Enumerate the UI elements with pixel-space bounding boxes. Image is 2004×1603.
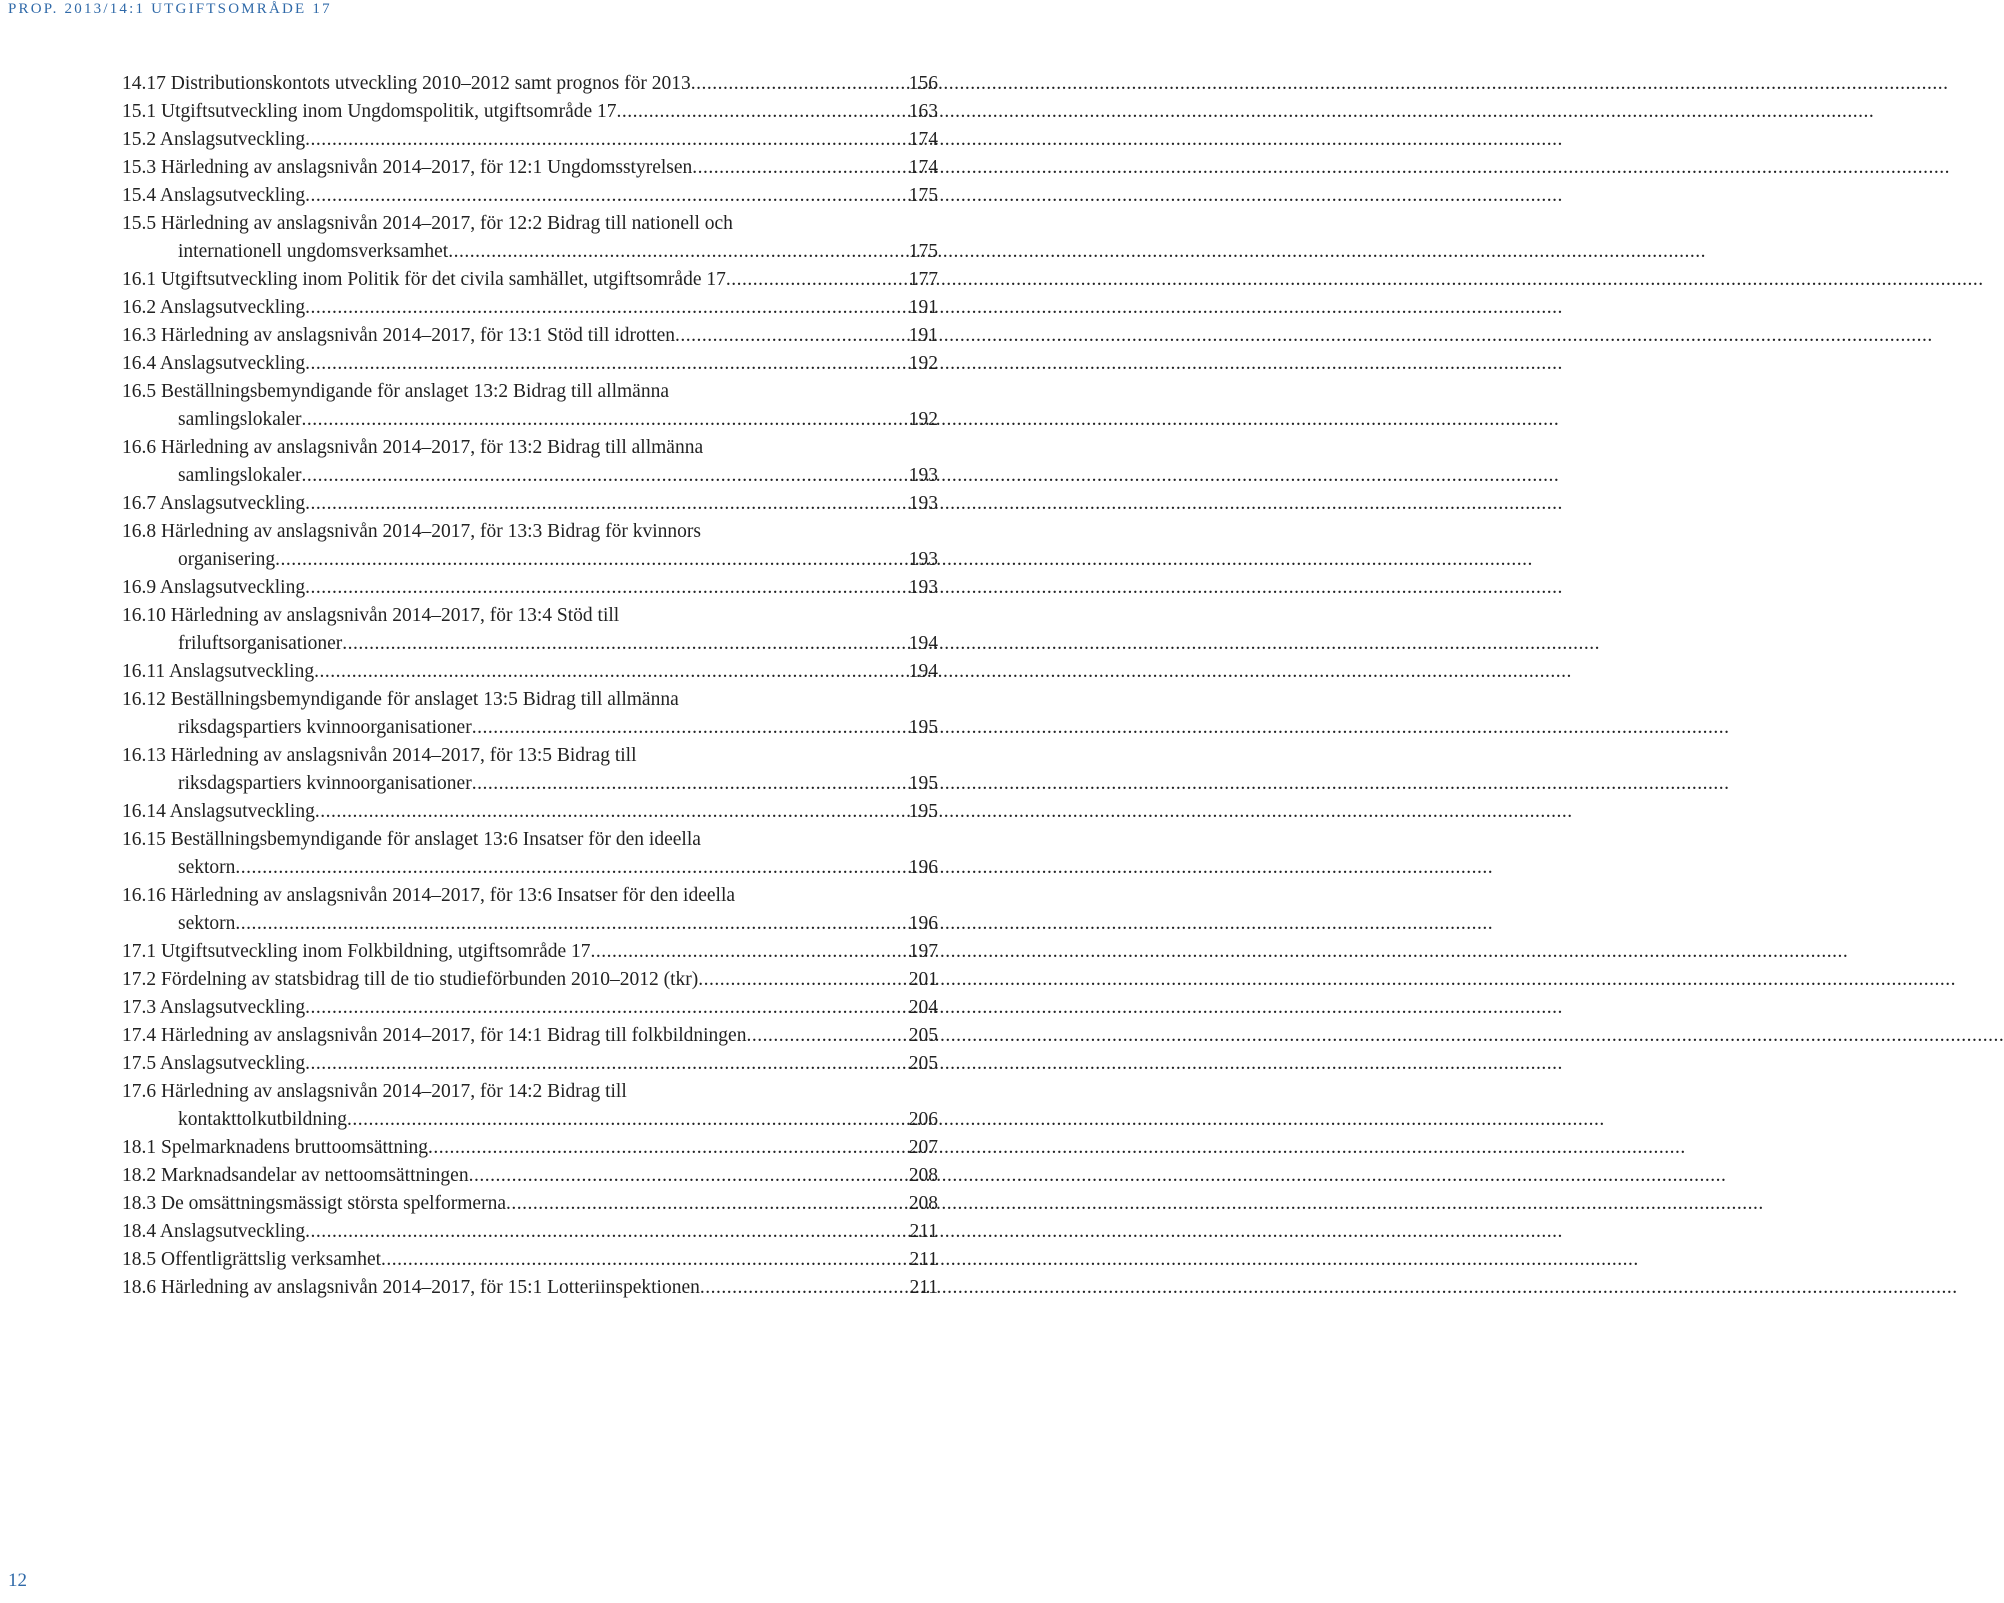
toc-entry: [122, 1246, 938, 1274]
toc-entry-text: 15.2 Anslagsutveckling: [122, 129, 306, 150]
toc-entry-text: 17.1 Utgiftsutveckling inom Folkbildning, utgiftsområde 17: [122, 941, 591, 962]
toc-entry-text: 17.5 Anslagsutveckling: [122, 1053, 306, 1074]
toc-entry: [122, 1190, 938, 1218]
toc-entry-text: 15.4 Anslagsutveckling: [122, 185, 306, 206]
toc-entry-text: riksdagspartiers kvinnoorganisationer: [178, 717, 472, 738]
toc-entry-page: 195: [908, 801, 938, 822]
dot-leader: [746, 1022, 906, 1050]
toc-entry-line: [122, 294, 938, 322]
toc-entry-page: 175: [908, 185, 938, 206]
dot-leader: [235, 910, 906, 938]
dot-leader: [315, 798, 907, 826]
toc-entry-line: [122, 1246, 938, 1274]
toc-entry-line: [122, 154, 938, 182]
toc-entry: [122, 182, 938, 210]
dot-leader: [305, 1050, 907, 1078]
toc-entry-line: [122, 602, 938, 630]
toc-entry: [122, 518, 938, 574]
toc-entry-line: [122, 686, 938, 714]
toc-entry-continuation: [122, 910, 938, 938]
toc-entry: [122, 378, 938, 434]
toc-entry-line: [122, 742, 938, 770]
toc-entry: [122, 742, 938, 798]
toc-entry-page: 211: [909, 1277, 938, 1298]
toc-entry-line: [122, 658, 938, 686]
toc-entry-page: 194: [908, 633, 938, 654]
toc-entry-line: [122, 882, 938, 910]
toc-entry-page: 195: [908, 717, 938, 738]
dot-leader: [472, 770, 907, 798]
dot-leader: [675, 322, 907, 350]
toc-entry: [122, 350, 938, 378]
toc-entry: [122, 98, 938, 126]
toc-entry-page: 196: [908, 857, 938, 878]
toc-entry-text: 17.2 Fördelning av statsbidrag till de tio studieförbunden 2010–2012 (tkr): [122, 969, 699, 990]
dot-leader: [381, 1246, 907, 1274]
toc-entry-page: 204: [908, 997, 938, 1018]
toc-entry-text: 16.7 Anslagsutveckling: [122, 493, 306, 514]
toc-entry-line: [122, 378, 938, 406]
toc-entry: [122, 938, 938, 966]
toc-entry-line: [122, 1022, 938, 1050]
toc-entry-page: 191: [908, 297, 938, 318]
toc-entry-text: sektorn: [178, 913, 236, 934]
dot-leader: [691, 70, 907, 98]
toc-entry-text: friluftsorganisationer: [178, 633, 343, 654]
toc-entry: [122, 1162, 938, 1190]
toc-entry-page: 196: [908, 913, 938, 934]
toc-entry: [122, 294, 938, 322]
toc-entry-page: 208: [908, 1193, 938, 1214]
toc-entry-text: 17.4 Härledning av anslagsnivån 2014–2017, för 14:1 Bidrag till folkbildningen: [122, 1025, 747, 1046]
dot-leader: [472, 714, 907, 742]
toc-entry-continuation: [122, 406, 938, 434]
toc-entry-line: [122, 1162, 938, 1190]
toc-entry: [122, 1218, 938, 1246]
toc-entry-line: [122, 322, 938, 350]
toc-entry: [122, 1078, 938, 1134]
toc-entry-text: 16.3 Härledning av anslagsnivån 2014–2017, för 13:1 Stöd till idrotten: [122, 325, 675, 346]
toc-entry-line: [122, 1078, 938, 1106]
toc-entry-line: [122, 798, 938, 826]
dot-leader: [305, 126, 907, 154]
toc-entry-line: [122, 490, 938, 518]
toc-entry-text: internationell ungdomsverksamhet: [178, 241, 449, 262]
dot-leader: [692, 154, 906, 182]
toc-entry-page: 211: [909, 1249, 938, 1270]
toc-entry-line: [122, 434, 938, 462]
toc-entry-text: 16.9 Anslagsutveckling: [122, 577, 306, 598]
toc-entry-page: 163: [908, 101, 938, 122]
toc-entry-text: 14.17 Distributionskontots utveckling 2010–2012 samt prognos för 2013: [122, 73, 691, 94]
toc-entry-text: 16.12 Beställningsbemyndigande för anslaget 13:5 Bidrag till allmänna: [122, 689, 679, 710]
toc-entry-text: 16.4 Anslagsutveckling: [122, 353, 306, 374]
toc-entry-line: [122, 1218, 938, 1246]
dot-leader: [301, 462, 906, 490]
toc-entry-page: 192: [908, 353, 938, 374]
toc-entry-page: 194: [908, 661, 938, 682]
toc-entry-text: 16.2 Anslagsutveckling: [122, 297, 306, 318]
toc-entry: [122, 434, 938, 490]
toc-entry-text: 16.1 Utgiftsutveckling inom Politik för det civila samhället, utgiftsområde 17: [122, 269, 726, 290]
toc-entry: [122, 322, 938, 350]
toc-entry-page: 156: [908, 73, 938, 94]
toc-entry-page: 195: [908, 773, 938, 794]
toc-entry: [122, 1022, 938, 1050]
dot-leader: [726, 266, 907, 294]
toc-entry-page: 211: [909, 1221, 938, 1242]
toc-entry-text: 18.3 De omsättningsmässigt största spelformerna: [122, 1193, 506, 1214]
toc-entry-page: 208: [908, 1165, 938, 1186]
toc-entry: [122, 602, 938, 658]
toc-entry-text: 16.10 Härledning av anslagsnivån 2014–2017, för 13:4 Stöd till: [122, 605, 620, 626]
dot-leader: [591, 938, 907, 966]
toc-entry-line: [122, 1134, 938, 1162]
toc-entry: [122, 266, 938, 294]
toc-entry-text: 17.3 Anslagsutveckling: [122, 997, 306, 1018]
toc-entry-continuation: [122, 462, 938, 490]
toc-entry-page: 207: [908, 1137, 938, 1158]
toc-entry-page: 205: [908, 1025, 938, 1046]
toc-entry-line: [122, 70, 938, 98]
dot-leader: [305, 182, 907, 210]
running-header: PROP. 2013/14:1 UTGIFTSOMRÅDE 17: [8, 1, 332, 17]
toc-entry-line: [122, 350, 938, 378]
dot-leader: [347, 1106, 907, 1134]
toc-entry-text: 15.3 Härledning av anslagsnivån 2014–2017, för 12:1 Ungdomsstyrelsen: [122, 157, 693, 178]
toc-entry-text: 16.16 Härledning av anslagsnivån 2014–2017, för 13:6 Insatser för den ideella: [122, 885, 736, 906]
toc-entry-page: 193: [908, 577, 938, 598]
toc-entry: [122, 126, 938, 154]
toc-entry-page: 191: [908, 325, 938, 346]
toc-entry-text: organisering: [178, 549, 276, 570]
toc-entry-text: kontakttolkutbildning: [178, 1109, 347, 1130]
toc-entry-page: 206: [908, 1109, 938, 1130]
toc-entry-text: 18.4 Anslagsutveckling: [122, 1221, 306, 1242]
dot-leader: [305, 350, 907, 378]
dot-leader: [617, 98, 907, 126]
toc-entry-page: 175: [908, 241, 938, 262]
toc-entry-text: 16.11 Anslagsutveckling: [122, 661, 315, 682]
toc-entry-text: 18.2 Marknadsandelar av nettoomsättningen: [122, 1165, 469, 1186]
toc-entry-page: 197: [908, 941, 938, 962]
toc-entry-continuation: [122, 238, 938, 266]
toc-entry-continuation: [122, 1106, 938, 1134]
toc-entry-line: [122, 182, 938, 210]
dot-leader: [305, 1218, 907, 1246]
toc-entry-page: 177: [908, 269, 938, 290]
toc-entry-text: 18.1 Spelmarknadens bruttoomsättning: [122, 1137, 429, 1158]
toc-entry-line: [122, 966, 938, 994]
toc-entry: [122, 686, 938, 742]
toc-entry-text: 15.5 Härledning av anslagsnivån 2014–2017, för 12:2 Bidrag till nationell och: [122, 213, 733, 234]
toc-entry-text: 16.14 Anslagsutveckling: [122, 801, 315, 822]
toc-entry: [122, 658, 938, 686]
dot-leader: [314, 658, 907, 686]
toc-entry-page: 201: [908, 969, 938, 990]
toc-entry: [122, 70, 938, 98]
toc-entry-line: [122, 1190, 938, 1218]
table-of-contents: [122, 70, 938, 1302]
toc-entry-line: [122, 1050, 938, 1078]
toc-entry-text: 16.15 Beställningsbemyndigande för anslaget 13:6 Insatser för den ideella: [122, 829, 701, 850]
dot-leader: [342, 630, 906, 658]
toc-entry-page: 193: [908, 493, 938, 514]
toc-entry-line: [122, 826, 938, 854]
dot-leader: [305, 490, 907, 518]
dot-leader: [698, 966, 907, 994]
toc-entry-page: 192: [908, 409, 938, 430]
toc-entry-page: 205: [908, 1053, 938, 1074]
toc-entry-text: samlingslokaler: [178, 409, 302, 430]
toc-entry-continuation: [122, 546, 938, 574]
toc-entry-continuation: [122, 770, 938, 798]
toc-entry: [122, 1134, 938, 1162]
toc-entry-page: 174: [908, 157, 938, 178]
toc-entry-text: 16.13 Härledning av anslagsnivån 2014–2017, för 13:5 Bidrag till: [122, 745, 637, 766]
toc-entry-text: 18.6 Härledning av anslagsnivån 2014–2017, för 15:1 Lotteriinspektionen: [122, 1277, 700, 1298]
toc-entry-continuation: [122, 630, 938, 658]
toc-entry-line: [122, 938, 938, 966]
dot-leader: [506, 1190, 907, 1218]
toc-entry: [122, 966, 938, 994]
dot-leader: [305, 574, 907, 602]
dot-leader: [428, 1134, 907, 1162]
toc-entry: [122, 798, 938, 826]
toc-entry-text: samlingslokaler: [178, 465, 302, 486]
dot-leader: [469, 1162, 907, 1190]
toc-entry-page: 193: [908, 465, 938, 486]
toc-entry: [122, 1050, 938, 1078]
dot-leader: [305, 294, 907, 322]
toc-entry-continuation: [122, 714, 938, 742]
toc-entry-line: [122, 994, 938, 1022]
dot-leader: [301, 406, 906, 434]
toc-entry-text: 16.5 Beställningsbemyndigande för anslaget 13:2 Bidrag till allmänna: [122, 381, 669, 402]
toc-entry-text: 17.6 Härledning av anslagsnivån 2014–2017, för 14:2 Bidrag till: [122, 1081, 627, 1102]
page-number: 12: [8, 1570, 27, 1591]
toc-entry: [122, 994, 938, 1022]
toc-entry-text: 16.8 Härledning av anslagsnivån 2014–2017, för 13:3 Bidrag för kvinnors: [122, 521, 701, 542]
toc-entry: [122, 154, 938, 182]
toc-entry-line: [122, 518, 938, 546]
toc-entry-text: 18.5 Offentligrättslig verksamhet: [122, 1249, 382, 1270]
toc-entry: [122, 574, 938, 602]
dot-leader: [275, 546, 907, 574]
toc-entry-line: [122, 1274, 938, 1302]
toc-entry-line: [122, 126, 938, 154]
dot-leader: [235, 854, 906, 882]
toc-entry: [122, 882, 938, 938]
toc-entry-text: sektorn: [178, 857, 236, 878]
toc-entry: [122, 1274, 938, 1302]
dot-leader: [448, 238, 907, 266]
toc-entry: [122, 490, 938, 518]
toc-entry-continuation: [122, 854, 938, 882]
toc-entry-line: [122, 574, 938, 602]
dot-leader: [700, 1274, 908, 1302]
toc-entry-line: [122, 98, 938, 126]
toc-entry-text: 16.6 Härledning av anslagsnivån 2014–2017, för 13:2 Bidrag till allmänna: [122, 437, 704, 458]
toc-entry-page: 174: [908, 129, 938, 150]
toc-entry-text: 15.1 Utgiftsutveckling inom Ungdomspolitik, utgiftsområde 17: [122, 101, 617, 122]
toc-entry-text: riksdagspartiers kvinnoorganisationer: [178, 773, 472, 794]
toc-entry: [122, 826, 938, 882]
toc-entry-line: [122, 210, 938, 238]
dot-leader: [305, 994, 907, 1022]
toc-entry-page: 193: [908, 549, 938, 570]
toc-entry-line: [122, 266, 938, 294]
toc-entry: [122, 210, 938, 266]
